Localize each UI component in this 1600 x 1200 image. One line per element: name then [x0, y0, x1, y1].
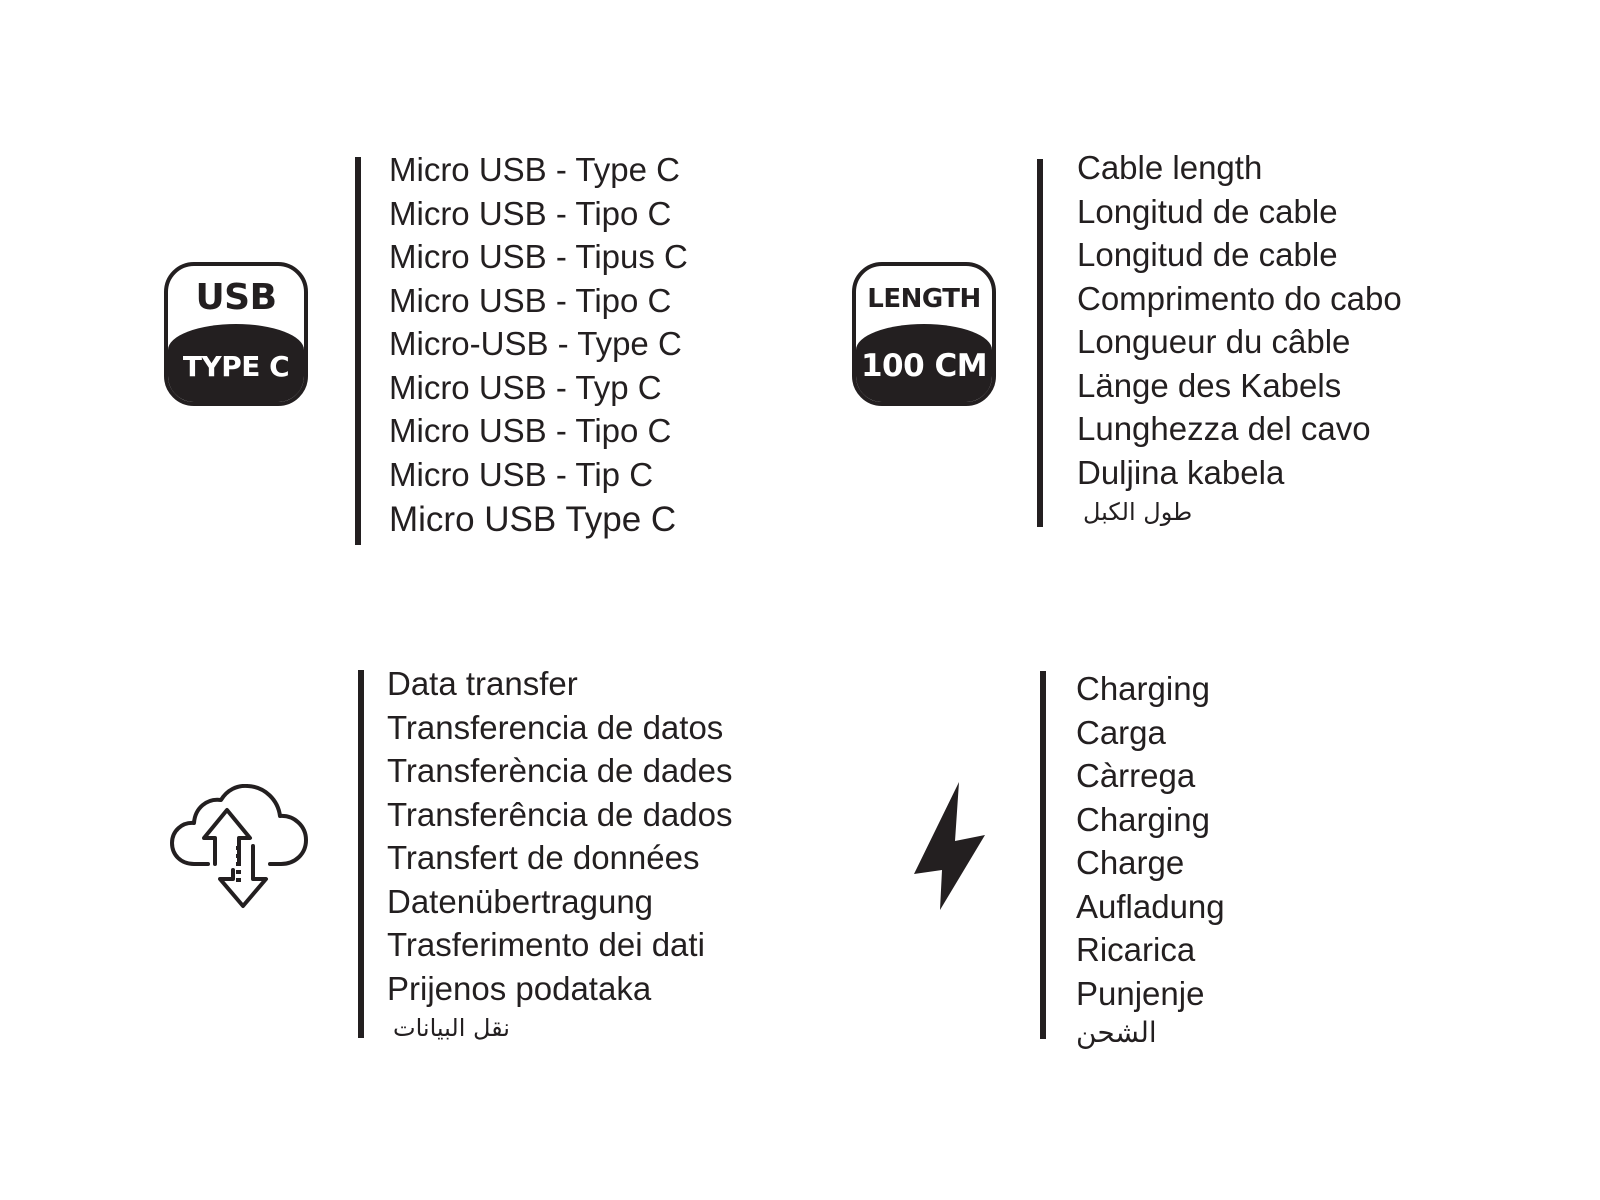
list-item: Data transfer	[387, 665, 578, 702]
list-item: Carga	[1076, 713, 1166, 751]
list-item: Micro USB - Typ C	[389, 368, 662, 406]
list-item: Charge	[1076, 844, 1185, 881]
data-transfer-divider	[358, 670, 364, 1038]
usb-badge-bottom-label: TYPE C	[168, 324, 304, 402]
list-item: Charging	[1076, 670, 1210, 707]
list-item: Transfert de données	[387, 839, 700, 876]
charging-divider	[1040, 671, 1046, 1039]
list-item: Transferência de dados	[387, 795, 733, 833]
list-item: Comprimento do cabo	[1077, 279, 1402, 317]
list-item: Micro USB - Tipo C	[389, 412, 672, 449]
list-item: Micro USB - Type C	[389, 151, 680, 188]
cloud-transfer-icon-svg	[170, 784, 312, 910]
list-item: Longueur du câble	[1077, 323, 1351, 360]
usb-type-c-icon	[164, 262, 306, 404]
list-item: Länge des Kabels	[1077, 366, 1342, 404]
list-item: Punjenje	[1076, 974, 1205, 1012]
list-item: Càrrega	[1076, 757, 1196, 794]
data-transfer-list	[387, 662, 733, 1046]
list-item: Trasferimento dei dati	[387, 926, 705, 963]
list-item: Micro USB - Tipus C	[389, 238, 688, 275]
cable-length-list	[1077, 146, 1402, 530]
list-item: Micro-USB - Type C	[389, 325, 682, 362]
list-item: Micro USB - Tipo C	[389, 281, 672, 319]
list-item: Datenübertragung	[387, 882, 654, 920]
lightning-bolt-icon	[913, 780, 989, 912]
usb-type-list	[389, 148, 688, 544]
length-divider	[1037, 159, 1043, 527]
length-badge-top-label: LENGTH	[867, 284, 981, 314]
list-item: Longitud de cable	[1077, 192, 1338, 230]
list-item: Lunghezza del cavo	[1077, 410, 1371, 447]
list-item: Micro USB Type C	[389, 500, 677, 539]
usb-divider	[355, 157, 361, 545]
list-item: Micro USB - Tip C	[389, 455, 654, 493]
lightning-bolt-icon-svg	[913, 780, 989, 912]
charging-list	[1076, 667, 1225, 1051]
list-item: Aufladung	[1076, 887, 1225, 925]
length-badge-bottom-label: 100 CM	[856, 324, 992, 402]
length-badge	[852, 262, 996, 406]
list-item: Transferencia de datos	[387, 708, 724, 746]
list-item: Charging	[1076, 800, 1210, 838]
list-item: طول الكبل	[1083, 498, 1193, 526]
list-item: Longitud de cable	[1077, 236, 1338, 273]
list-item: Duljina kabela	[1077, 453, 1285, 491]
list-item: نقل البيانات	[393, 1014, 510, 1042]
usb-badge-top-label: USB	[195, 276, 277, 318]
list-item: الشحن	[1076, 1016, 1157, 1049]
usb-badge	[164, 262, 308, 406]
list-item: Prijenos podataka	[387, 969, 652, 1007]
list-item: Transferència de dades	[387, 752, 733, 789]
list-item: Cable length	[1077, 149, 1263, 186]
list-item: Micro USB - Tipo C	[389, 194, 672, 232]
cable-length-icon	[852, 262, 994, 404]
list-item: Ricarica	[1076, 931, 1196, 968]
cloud-transfer-icon	[170, 784, 312, 910]
